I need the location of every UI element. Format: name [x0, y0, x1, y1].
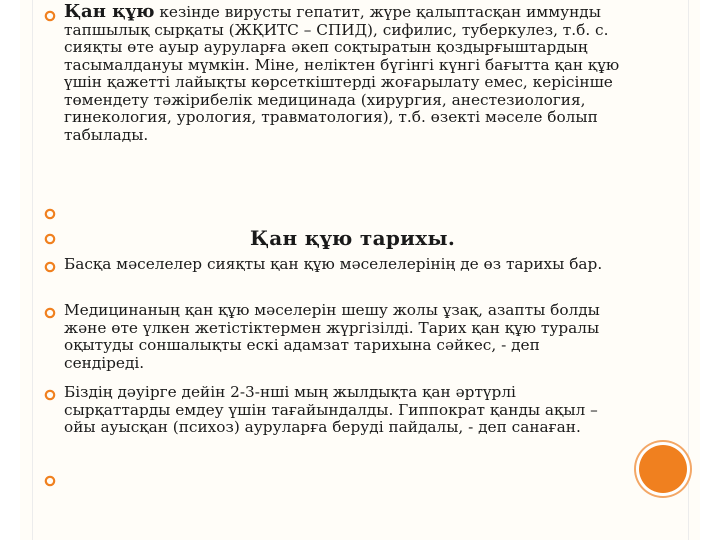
- decorative-orange-circle: [639, 445, 687, 493]
- bullet-icon: [44, 208, 56, 220]
- bullet-icon: [44, 307, 56, 319]
- lead-word: Қан құю: [64, 1, 155, 22]
- bullet-icon: [44, 10, 56, 22]
- section-heading: Қан құю тарихы.: [250, 226, 456, 250]
- paragraph-medicine: Медицинаның қан құю мәселерін шешу жолы ұзақ, азапты болды және өте үлкен жетістіктермен жүргізілді. Тарих қан құю туралы оқытуды соншалықты ескі адамзат тарихына сәйкес, - деп сендіреді.: [64, 301, 600, 372]
- paragraph-risks: [64, 3, 624, 144]
- paragraph-ancient: Біздің дәуірге дейін 2-3-нші мың жылдықта қан әртүрлі сырқаттарды емдеу үшін тағайындалды. Гиппократ қанды ақыл – ойы ауысқан (психоз) ауруларға беруді пайдалы, - деп санаған.: [64, 383, 598, 436]
- bullet-icon: [44, 261, 56, 273]
- right-border-line: [688, 0, 689, 540]
- paragraph-history: Басқа мәселелер сияқты қан құю мәселелерінің де өз тарихы бар.: [64, 255, 603, 273]
- bullet-icon: [44, 233, 56, 245]
- bullet-icon: [44, 475, 56, 487]
- paragraph-text: кезінде вирусты гепатит, жүре қалыптасқан иммунды тапшылық сырқаты (ЖҚИТС – СПИД), сифилис, туберкулез, т.б. с. сияқты өте ауыр ауруларға әкеп соқтыратын қоздырғыштардың тасымалдануы мүмкін. Міне, неліктен бүгінгі күнгі бағытта қан құю үшін қажетті лайықты көрсеткіштерді жоғарылату емес, керісінше төмендету тәжірибелік медицинада (хирургия, анестезиология, гинекология, урология, травматология), т.б. өзекті мәселе болып табылады.: [64, 3, 620, 144]
- bullet-icon: [44, 389, 56, 401]
- left-border-line: [32, 0, 33, 540]
